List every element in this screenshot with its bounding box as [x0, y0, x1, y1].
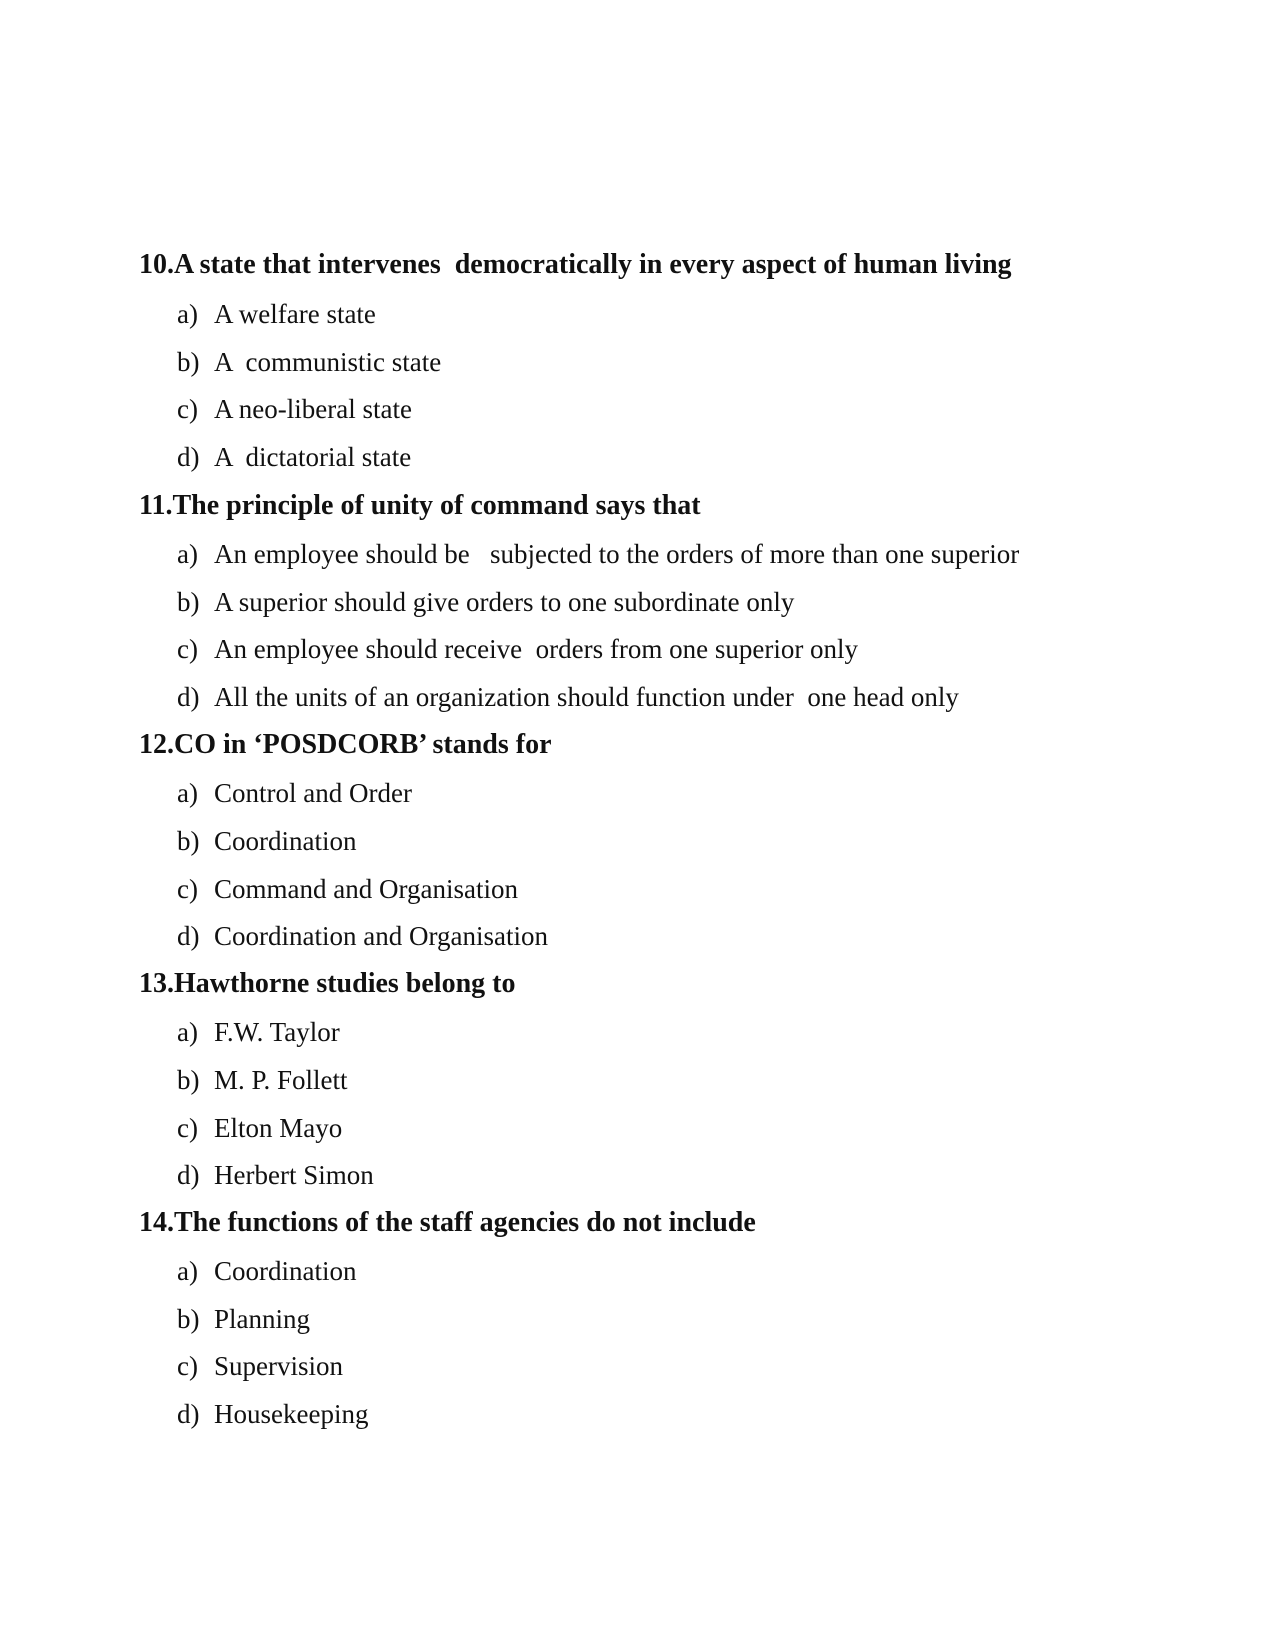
option-letter: a): [177, 1017, 198, 1047]
option-text: Planning: [214, 1304, 311, 1334]
option-text: A dictatorial state: [214, 442, 412, 472]
option-letter: d): [177, 1160, 200, 1190]
option-letter: d): [177, 442, 200, 472]
option-letter: c): [177, 1113, 198, 1143]
question-number: 13.: [139, 968, 174, 999]
option-letter: b): [177, 347, 200, 377]
option-text: An employee should be subjected to the orders of more than one superior: [214, 539, 1020, 569]
option-text: Housekeeping: [214, 1399, 369, 1429]
question-number: 11.: [139, 490, 173, 521]
question-text: A state that intervenes democratically in every aspect of human living: [174, 249, 1012, 280]
option-letter: b): [177, 1304, 200, 1334]
option-letter: b): [177, 826, 200, 856]
option-text: A communistic state: [214, 347, 442, 377]
option-text: Coordination: [214, 826, 357, 856]
option-text: Control and Order: [214, 778, 412, 808]
option-letter: a): [177, 1256, 198, 1286]
question-number: 14.: [139, 1207, 174, 1238]
option-text: A neo-liberal state: [214, 394, 412, 424]
option-text: An employee should receive orders from one superior only: [214, 634, 859, 664]
option-letter: d): [177, 1399, 200, 1429]
option-text: Coordination and Organisation: [214, 921, 548, 951]
option-letter: d): [177, 682, 200, 712]
question-text: The principle of unity of command says that: [172, 490, 701, 521]
question-text: CO in ‘POSDCORB’ stands for: [174, 729, 552, 760]
question-text: Hawthorne studies belong to: [174, 968, 516, 999]
option-letter: a): [177, 299, 198, 329]
question-number: 12.: [139, 729, 174, 760]
question-text: The functions of the staff agencies do not include: [174, 1207, 756, 1238]
question-number: 10.: [139, 249, 174, 280]
option-letter: c): [177, 634, 198, 664]
option-letter: c): [177, 394, 198, 424]
option-letter: b): [177, 587, 200, 617]
option-text: A welfare state: [214, 299, 376, 329]
option-letter: b): [177, 1065, 200, 1095]
option-letter: a): [177, 778, 198, 808]
option-text: Elton Mayo: [214, 1113, 343, 1143]
option-text: Supervision: [214, 1351, 344, 1381]
option-text: F.W. Taylor: [214, 1017, 340, 1047]
option-text: M. P. Follett: [214, 1065, 348, 1095]
option-letter: d): [177, 921, 200, 951]
option-text: Command and Organisation: [214, 874, 518, 904]
option-14-d: [150, 1363, 368, 1465]
option-text: All the units of an organization should function under one head only: [214, 682, 959, 712]
option-letter: a): [177, 539, 198, 569]
option-letter: c): [177, 1351, 198, 1381]
option-text: Coordination: [214, 1256, 357, 1286]
option-letter: c): [177, 874, 198, 904]
option-text: A superior should give orders to one subordinate only: [214, 587, 795, 617]
option-text: Herbert Simon: [214, 1160, 374, 1190]
